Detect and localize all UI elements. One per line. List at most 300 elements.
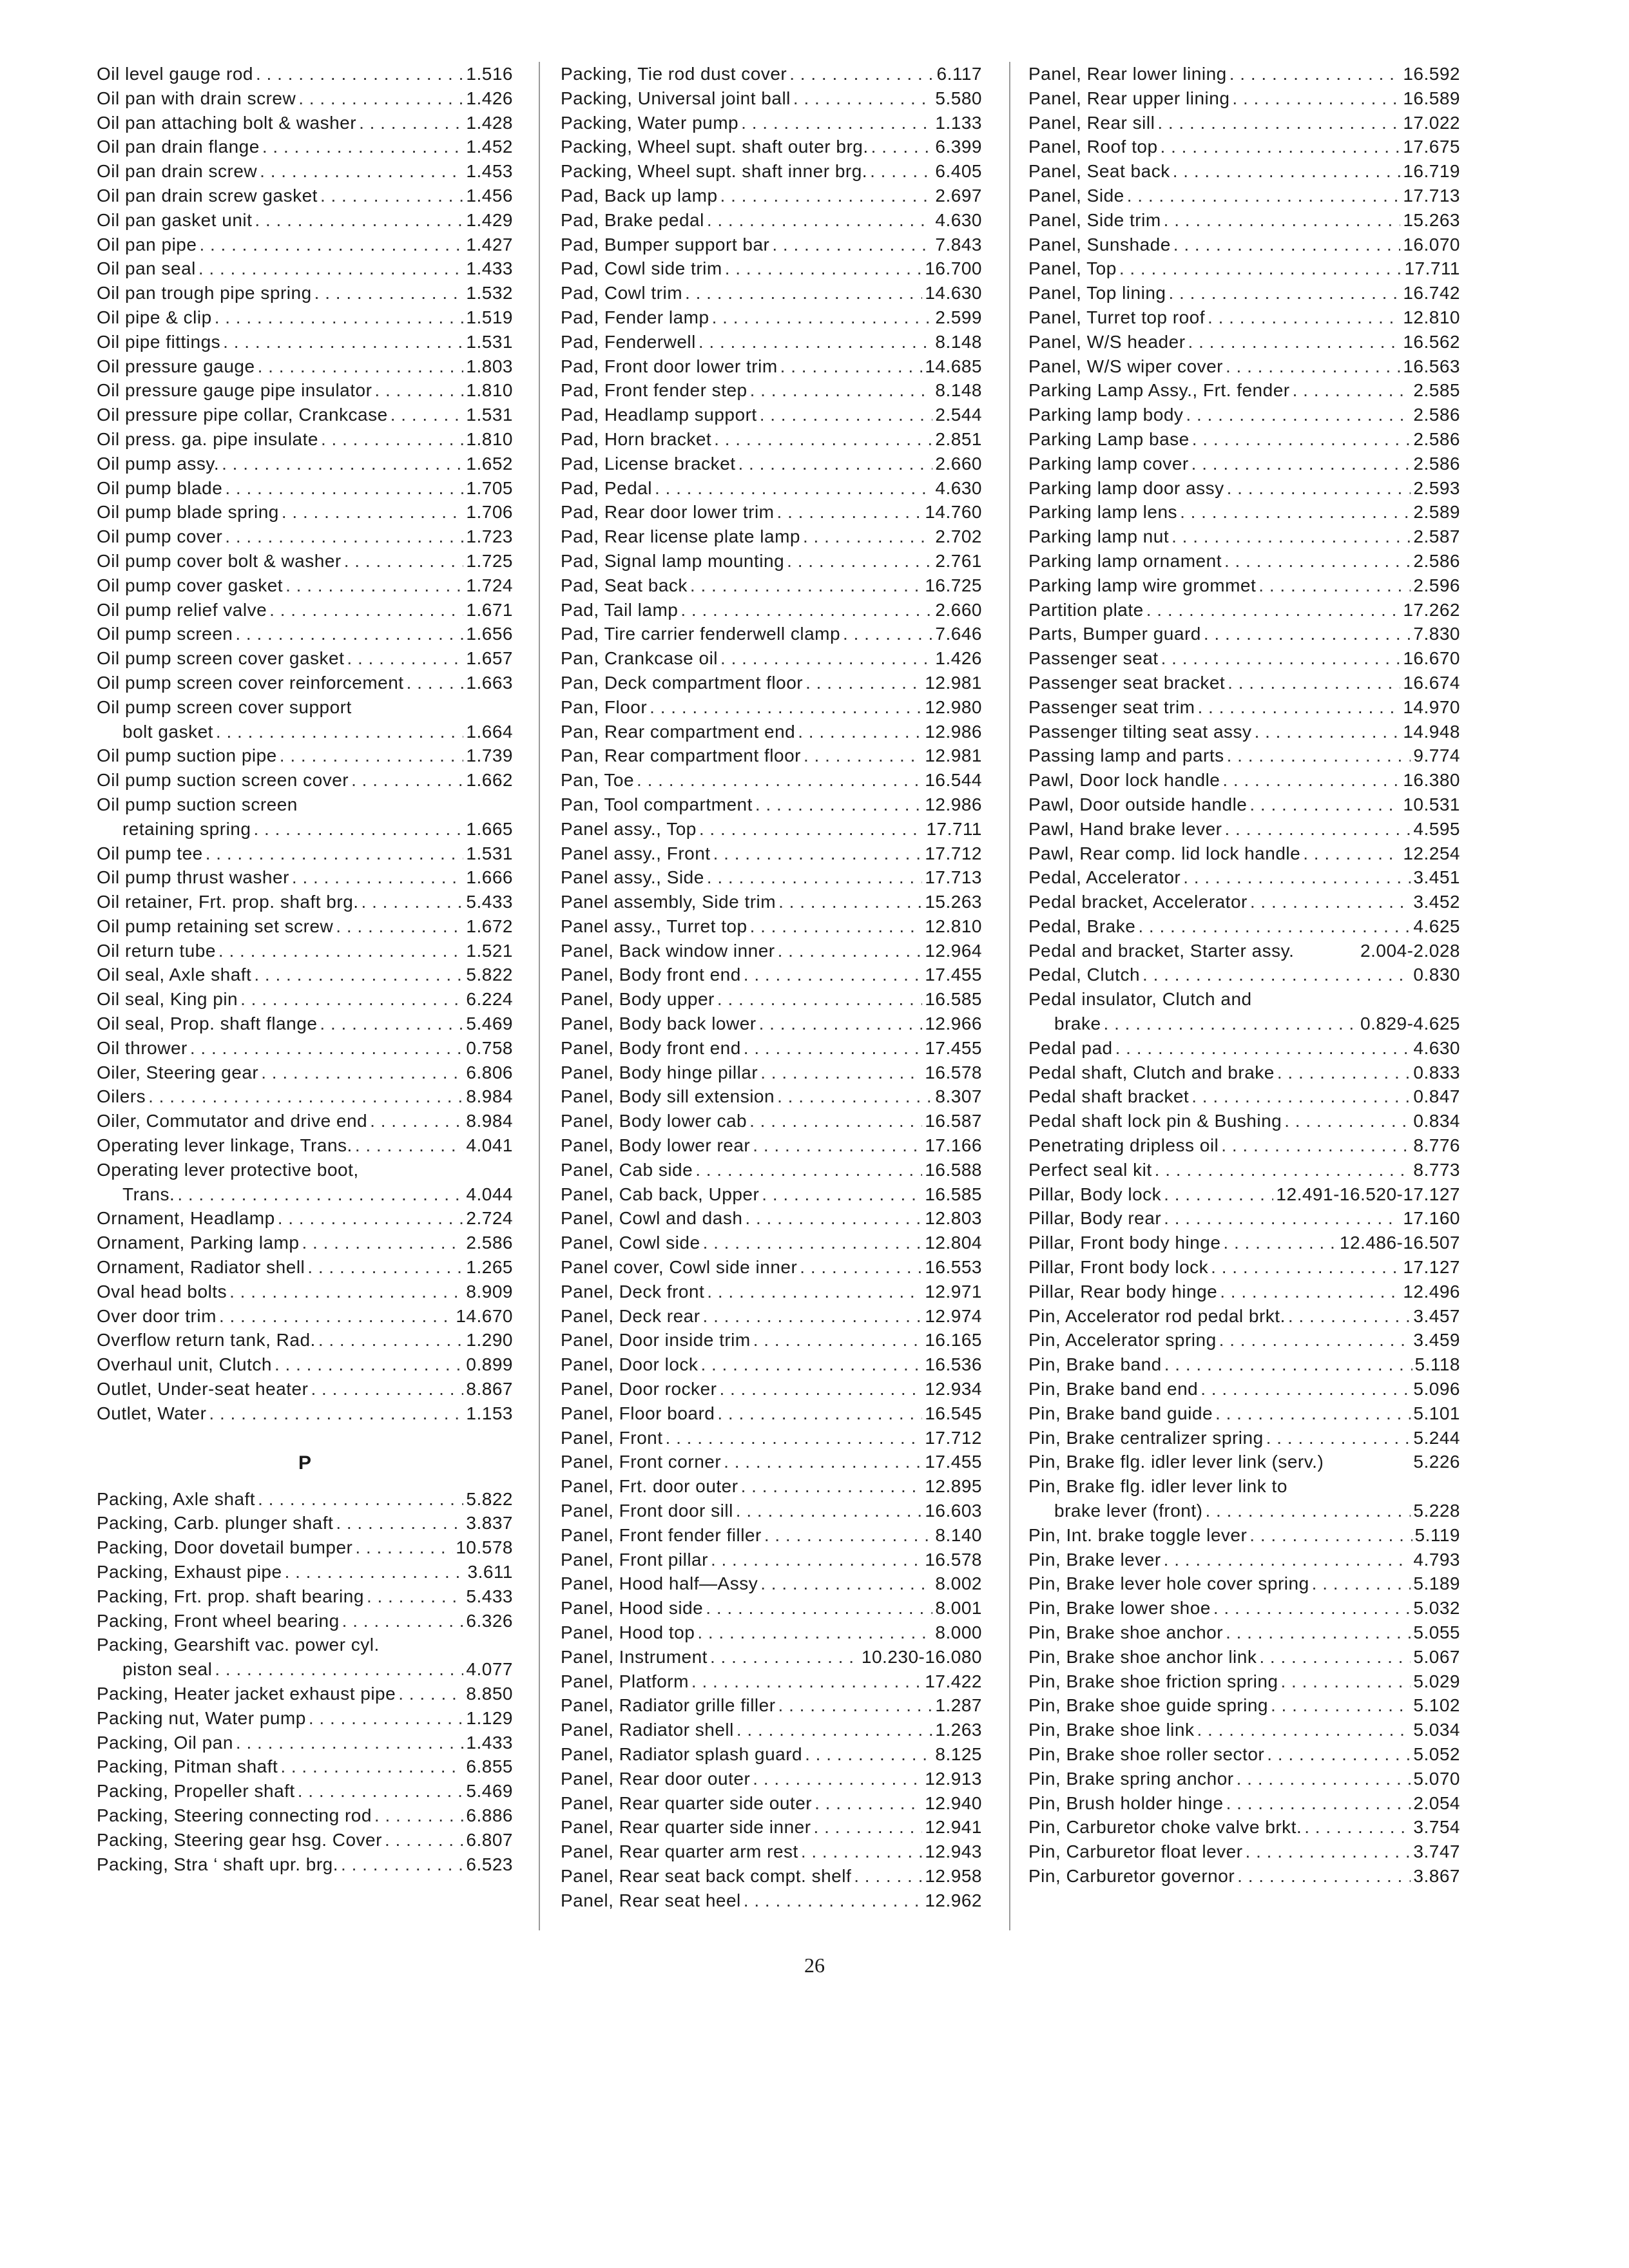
entry-name: Pedal, Clutch [1028, 965, 1141, 985]
entry-page-ref: 16.589 [1403, 88, 1460, 108]
leader-dots [744, 1888, 923, 1913]
index-entry [97, 1633, 513, 1657]
index-entry [1028, 1133, 1460, 1158]
leader-dots [1161, 646, 1401, 671]
leader-dots [1312, 1571, 1411, 1596]
index-entry [1028, 865, 1460, 890]
index-entry [561, 1401, 982, 1426]
index-entry [1028, 524, 1460, 549]
leader-dots [777, 1084, 932, 1109]
index-entry [561, 914, 982, 939]
entry-name: Pin, Carburetor choke valve brkt. [1028, 1817, 1302, 1838]
leader-dots [225, 524, 463, 549]
entry-page-ref: 5.029 [1413, 1671, 1460, 1691]
index-entry [1028, 1620, 1460, 1645]
leader-dots [753, 1133, 922, 1158]
index-entry [561, 1693, 982, 1718]
index-entry [1028, 330, 1460, 354]
entry-page-ref: 5.469 [466, 1014, 513, 1034]
entry-page-ref: 17.455 [925, 965, 982, 985]
index-entry [97, 1158, 513, 1182]
leader-dots [760, 403, 933, 427]
leader-dots [804, 744, 922, 768]
column-divider [539, 62, 540, 1930]
index-entry [561, 598, 982, 622]
entry-name: Panel assy., Top [561, 818, 697, 839]
leader-dots [198, 256, 464, 281]
entry-page-ref: 16.545 [925, 1403, 982, 1423]
index-entry [561, 305, 982, 330]
index-entry [561, 1061, 982, 1085]
leader-dots [753, 1328, 923, 1352]
index-entry [561, 695, 982, 720]
leader-dots [256, 62, 463, 86]
entry-name: Parking lamp body [1028, 405, 1184, 425]
leader-dots [707, 208, 933, 233]
entry-name: Pad, Tire carrier fenderwell clamp [561, 624, 841, 644]
leader-dots [1228, 671, 1400, 695]
entry-name: Oil seal, Axle shaft [97, 965, 252, 985]
entry-page-ref: 12.986 [925, 794, 982, 814]
entry-page-ref: 0.830 [1413, 965, 1460, 985]
entry-name: Oil pump tee [97, 843, 203, 863]
entry-name: Pin, Brake shoe anchor link [1028, 1646, 1257, 1667]
leader-dots [777, 500, 923, 524]
entry-page-ref: 8.909 [466, 1281, 513, 1302]
entry-name: Oil seal, Prop. shaft flange [97, 1014, 318, 1034]
entry-page-ref: 17.713 [925, 867, 982, 888]
entry-name: Packing, Water pump [561, 112, 739, 133]
index-entry [561, 1426, 982, 1450]
entry-page-ref: 14.685 [925, 356, 982, 376]
index-entry [561, 1328, 982, 1352]
leader-dots [351, 768, 463, 793]
leader-dots [760, 1061, 922, 1085]
entry-page-ref: 17.022 [1403, 112, 1460, 133]
entry-name: Panel, Sunshade [1028, 234, 1171, 255]
index-entry [97, 963, 513, 987]
index-entry [1028, 598, 1460, 622]
entry-page-ref: 1.532 [466, 283, 513, 303]
index-entry [1028, 1864, 1460, 1888]
index-entry [561, 1815, 982, 1840]
index-entry [97, 427, 513, 452]
leader-dots [285, 573, 463, 598]
entry-page-ref: 1.521 [466, 940, 513, 961]
entry-name: Pin, Brake band guide [1028, 1403, 1213, 1423]
leader-dots [1226, 354, 1400, 379]
entry-page-ref: 12.986 [925, 721, 982, 742]
leader-dots [755, 793, 922, 817]
leader-dots [262, 135, 464, 159]
index-entry [1028, 1158, 1460, 1182]
index-entry [97, 378, 513, 403]
entry-page-ref: 8.148 [935, 380, 982, 401]
leader-dots [1267, 1742, 1411, 1767]
leader-dots [342, 1609, 464, 1633]
entry-name: Panel, Door inside trim [561, 1330, 751, 1350]
entry-page-ref: 1.516 [466, 64, 513, 84]
entry-name: Operating lever linkage, Trans. [97, 1135, 352, 1156]
entry-page-ref: 9.774 [1413, 745, 1460, 766]
leader-dots [302, 1231, 463, 1255]
index-entry [97, 768, 513, 793]
entry-name: Panel, Roof top [1028, 137, 1158, 157]
entry-page-ref: 17.713 [1403, 185, 1460, 206]
entry-page-ref: 12.934 [925, 1379, 982, 1399]
index-entry [97, 1304, 513, 1329]
entry-page-ref: 3.457 [1413, 1305, 1460, 1326]
entry-page-ref: 5.228 [1413, 1501, 1460, 1521]
entry-name: Passing lamp and parts [1028, 745, 1224, 766]
leader-dots [793, 86, 933, 111]
index-entry [561, 1840, 982, 1864]
index-entry [97, 1328, 513, 1352]
leader-dots [1211, 1255, 1400, 1280]
leader-dots [347, 646, 463, 671]
entry-name: Panel, W/S header [1028, 331, 1186, 352]
entry-name: Pad, Headlamp support [561, 405, 757, 425]
entry-page-ref: 8.773 [1413, 1159, 1460, 1180]
leader-dots [1161, 135, 1401, 159]
entry-name: Panel, Body hinge pillar [561, 1062, 758, 1082]
entry-name: Packing, Steering connecting rod [97, 1805, 372, 1825]
entry-page-ref: 8.307 [935, 1086, 982, 1107]
index-entry [97, 1584, 513, 1609]
entry-name: Operating lever protective boot, [97, 1159, 359, 1180]
entry-page-ref: 12.974 [925, 1305, 982, 1326]
entry-name: Panel assy., Side [561, 867, 704, 888]
entry-page-ref: 8.984 [466, 1111, 513, 1131]
entry-page-ref: 5.101 [1413, 1403, 1460, 1423]
entry-name: Pad, Seat back [561, 575, 688, 595]
leader-dots [1288, 1304, 1411, 1329]
entry-name: Panel, Rear quarter side outer [561, 1792, 813, 1813]
entry-page-ref: 4.595 [1413, 818, 1460, 839]
entry-page-ref: 12.496 [1403, 1281, 1460, 1302]
entry-name: Panel, Front [561, 1427, 663, 1448]
entry-name: Pan, Crankcase oil [561, 648, 718, 669]
index-entry [97, 1036, 513, 1061]
entry-name: Panel, Back window inner [561, 940, 775, 961]
entry-name: Panel, Side [1028, 185, 1124, 206]
entry-page-ref: 1.706 [466, 502, 513, 523]
index-entry [1028, 1840, 1460, 1864]
index-entry [97, 695, 513, 720]
entry-name: Trans. [122, 1184, 175, 1204]
entry-page-ref: 1.810 [466, 380, 513, 401]
index-entry [97, 573, 513, 598]
leader-dots [1146, 598, 1401, 622]
entry-page-ref: 16.725 [925, 575, 982, 595]
entry-name: Pan, Floor [561, 697, 648, 717]
leader-dots [260, 159, 463, 184]
leader-dots [738, 452, 933, 476]
entry-page-ref: 2.586 [1413, 428, 1460, 449]
leader-dots [269, 598, 463, 622]
entry-name: piston seal [122, 1659, 213, 1680]
leader-dots [720, 184, 933, 208]
index-entry [561, 452, 982, 476]
entry-name: Partition plate [1028, 599, 1144, 620]
index-entry [97, 1084, 513, 1109]
leader-dots [314, 281, 464, 305]
index-entry [561, 1109, 982, 1133]
leader-dots [309, 1706, 464, 1731]
leader-dots [764, 1523, 933, 1548]
entry-page-ref: 1.665 [466, 818, 513, 839]
entry-page-ref: 1.426 [466, 88, 513, 108]
entry-name: Panel, Hood side [561, 1598, 704, 1619]
index-entry [1028, 1499, 1460, 1523]
entry-page-ref: 16.562 [1403, 331, 1460, 352]
entry-page-ref: 5.189 [1413, 1573, 1460, 1594]
index-entry [97, 305, 513, 330]
leader-dots [385, 1828, 463, 1852]
entry-page-ref: 1.456 [466, 185, 513, 206]
leader-dots [1164, 1182, 1273, 1207]
entry-page-ref: 5.226 [1413, 1452, 1460, 1472]
index-entry [1028, 1280, 1460, 1304]
entry-name: Pad, Horn bracket [561, 428, 712, 449]
index-entry [97, 135, 513, 159]
entry-name: Packing, Wheel supt. shaft outer brg. [561, 137, 869, 157]
index-entry [561, 330, 982, 354]
entry-name: Packing, Tie rod dust cover [561, 64, 787, 84]
entry-page-ref: 4.044 [466, 1184, 513, 1204]
index-entry [97, 939, 513, 963]
index-entry [97, 646, 513, 671]
index-entry [97, 865, 513, 890]
leader-dots [1183, 865, 1411, 890]
leader-dots [1221, 1133, 1411, 1158]
index-entry [561, 841, 982, 866]
index-entry [561, 1571, 982, 1596]
leader-dots [1226, 1620, 1411, 1645]
leader-dots [1127, 184, 1401, 208]
index-entry [561, 890, 982, 914]
leader-dots [707, 1280, 922, 1304]
index-list-packing [97, 1487, 513, 1877]
entry-name: Oil pan trough pipe spring [97, 283, 312, 303]
entry-page-ref: 16.070 [1403, 234, 1460, 255]
entry-page-ref: 16.670 [1403, 648, 1460, 669]
index-list-pad-pan-panel [561, 62, 982, 1913]
leader-dots [398, 1682, 463, 1706]
leader-dots [1205, 1499, 1411, 1523]
entry-page-ref: 1.724 [466, 575, 513, 595]
entry-page-ref: 2.724 [466, 1208, 513, 1229]
index-entry [1028, 817, 1460, 841]
entry-page-ref: 17.675 [1403, 137, 1460, 157]
leader-dots [1246, 1840, 1411, 1864]
entry-page-ref: 3.459 [1413, 1330, 1460, 1350]
index-entry [561, 646, 982, 671]
entry-page-ref: 16.603 [925, 1501, 982, 1521]
leader-dots [1164, 1206, 1400, 1231]
entry-page-ref: 8.001 [935, 1598, 982, 1619]
entry-name: Pawl, Door outside handle [1028, 794, 1248, 814]
leader-dots [320, 184, 463, 208]
leader-dots [714, 427, 932, 452]
leader-dots [235, 622, 463, 646]
index-entry [561, 281, 982, 305]
entry-page-ref: 17.160 [1403, 1208, 1460, 1229]
leader-dots [805, 671, 922, 695]
entry-name: Oil pump suction pipe [97, 745, 277, 766]
index-entry [97, 1852, 513, 1877]
leader-dots [1180, 500, 1411, 524]
index-entry [97, 1535, 513, 1560]
entry-page-ref: 1.433 [466, 258, 513, 279]
leader-dots [298, 86, 463, 111]
index-entry [561, 1255, 982, 1280]
leader-dots [725, 256, 923, 281]
leader-dots [1191, 1084, 1411, 1109]
entry-page-ref: 8.125 [935, 1744, 982, 1764]
entry-page-ref: 15.263 [1403, 209, 1460, 230]
leader-dots [719, 1377, 922, 1401]
index-entry [1028, 305, 1460, 330]
leader-dots [216, 720, 464, 744]
entry-name: Ornament, Headlamp [97, 1208, 275, 1229]
index-entry [561, 987, 982, 1012]
index-list-oil [97, 62, 513, 1426]
entry-page-ref: 6.117 [936, 64, 982, 84]
leader-dots [1208, 305, 1400, 330]
index-entry [97, 1754, 513, 1779]
index-entry [561, 1888, 982, 1913]
entry-page-ref: 4.630 [1413, 1037, 1460, 1058]
entry-name: Panel, Radiator shell [561, 1720, 734, 1740]
entry-page-ref: 1.663 [466, 672, 513, 693]
entry-name: Panel, Door rocker [561, 1379, 717, 1399]
leader-dots [359, 111, 463, 135]
entry-name: Panel, Rear seat heel [561, 1890, 741, 1910]
leader-dots [1304, 1815, 1411, 1840]
entry-name: Panel assy., Front [561, 843, 711, 863]
index-entry [1028, 1474, 1460, 1499]
leader-dots [1237, 1864, 1411, 1888]
entry-page-ref: 2.544 [935, 405, 982, 425]
entry-name: Panel, Radiator grille filler [561, 1695, 776, 1716]
entry-page-ref: 5.118 [1414, 1354, 1460, 1375]
entry-name: Parking lamp ornament [1028, 550, 1222, 571]
leader-dots [1280, 1669, 1411, 1694]
leader-dots [1204, 622, 1411, 646]
index-entry [97, 1828, 513, 1852]
index-entry [97, 159, 513, 184]
leader-dots [292, 865, 464, 890]
entry-name: Pin, Brake shoe roller sector [1028, 1744, 1265, 1764]
entry-page-ref: 1.656 [466, 624, 513, 644]
entry-page-ref: 1.723 [466, 526, 513, 547]
index-entry [1028, 987, 1460, 1012]
entry-page-ref: 16.587 [925, 1111, 982, 1131]
entry-name: Packing, Front wheel bearing [97, 1610, 340, 1631]
entry-name: Oil pump retaining set screw [97, 916, 334, 936]
leader-dots [1164, 1352, 1412, 1377]
index-column-1 [97, 62, 513, 1876]
leader-dots [787, 549, 932, 573]
entry-name: Packing, Steering gear hsg. Cover [97, 1829, 382, 1850]
index-entry [1028, 1669, 1460, 1694]
entry-page-ref: 1.705 [466, 477, 513, 498]
index-entry [97, 720, 513, 744]
index-entry [97, 817, 513, 841]
entry-page-ref: 1.287 [935, 1695, 982, 1716]
entry-name: Outlet, Under-seat heater [97, 1379, 309, 1399]
entry-page-ref: 5.070 [1413, 1768, 1460, 1789]
entry-name: Pad, Front fender step [561, 380, 747, 401]
entry-name: Pillar, Rear body hinge [1028, 1281, 1218, 1302]
index-entry [97, 841, 513, 866]
leader-dots [1164, 1548, 1411, 1572]
entry-name: Panel, Body front end [561, 965, 741, 985]
entry-name: Pawl, Door lock handle [1028, 770, 1220, 791]
index-entry [97, 1206, 513, 1231]
entry-name: Panel assembly, Side trim [561, 892, 776, 912]
leader-dots [1173, 233, 1401, 257]
entry-name: Parking lamp cover [1028, 453, 1189, 474]
index-entry [97, 890, 513, 914]
index-entry [97, 914, 513, 939]
entry-page-ref: 17.712 [925, 1427, 982, 1448]
leader-dots [298, 1779, 464, 1803]
leader-dots [275, 1352, 463, 1377]
index-entry [97, 1682, 513, 1706]
entry-page-ref: 2.586 [1413, 550, 1460, 571]
entry-name: Panel, Body lower cab [561, 1111, 747, 1131]
entry-name: Oil pipe & clip [97, 307, 212, 327]
entry-page-ref: 6.399 [935, 137, 982, 157]
entry-name: Panel, Cab back, Upper [561, 1184, 760, 1204]
entry-page-ref: 16.578 [925, 1549, 982, 1570]
index-entry [561, 524, 982, 549]
index-entry [97, 256, 513, 281]
leader-dots [706, 1596, 932, 1620]
leader-dots [218, 939, 464, 963]
entry-name: retaining spring [122, 818, 251, 839]
entry-page-ref: 1.664 [466, 721, 513, 742]
index-entry [561, 184, 982, 208]
entry-page-ref: 0.833 [1413, 1062, 1460, 1082]
entry-page-ref: 16.544 [925, 770, 982, 791]
entry-name: brake [1054, 1014, 1101, 1034]
entry-name: Panel, Body back lower [561, 1014, 757, 1034]
index-entry [97, 208, 513, 233]
index-entry [1028, 841, 1460, 866]
index-entry [97, 476, 513, 501]
entry-page-ref: 8.140 [935, 1524, 982, 1545]
entry-name: Packing, Carb. plunger shaft [97, 1513, 334, 1533]
index-entry [561, 768, 982, 793]
index-entry [1028, 281, 1460, 305]
entry-name: Oil seal, King pin [97, 989, 238, 1010]
leader-dots [1259, 1645, 1411, 1669]
index-entry [561, 1206, 982, 1231]
entry-page-ref: 1.263 [935, 1720, 982, 1740]
leader-dots [720, 646, 932, 671]
leader-dots [1138, 914, 1411, 939]
entry-page-ref: 2.054 [1413, 1792, 1460, 1813]
entry-name: Pin, Accelerator spring [1028, 1330, 1217, 1350]
entry-page-ref: 1.652 [466, 453, 513, 474]
entry-name: Panel, Front pillar [561, 1549, 708, 1570]
leader-dots [1255, 720, 1401, 744]
entry-name: Panel, Rear upper lining [1028, 88, 1230, 108]
index-entry [561, 62, 982, 86]
